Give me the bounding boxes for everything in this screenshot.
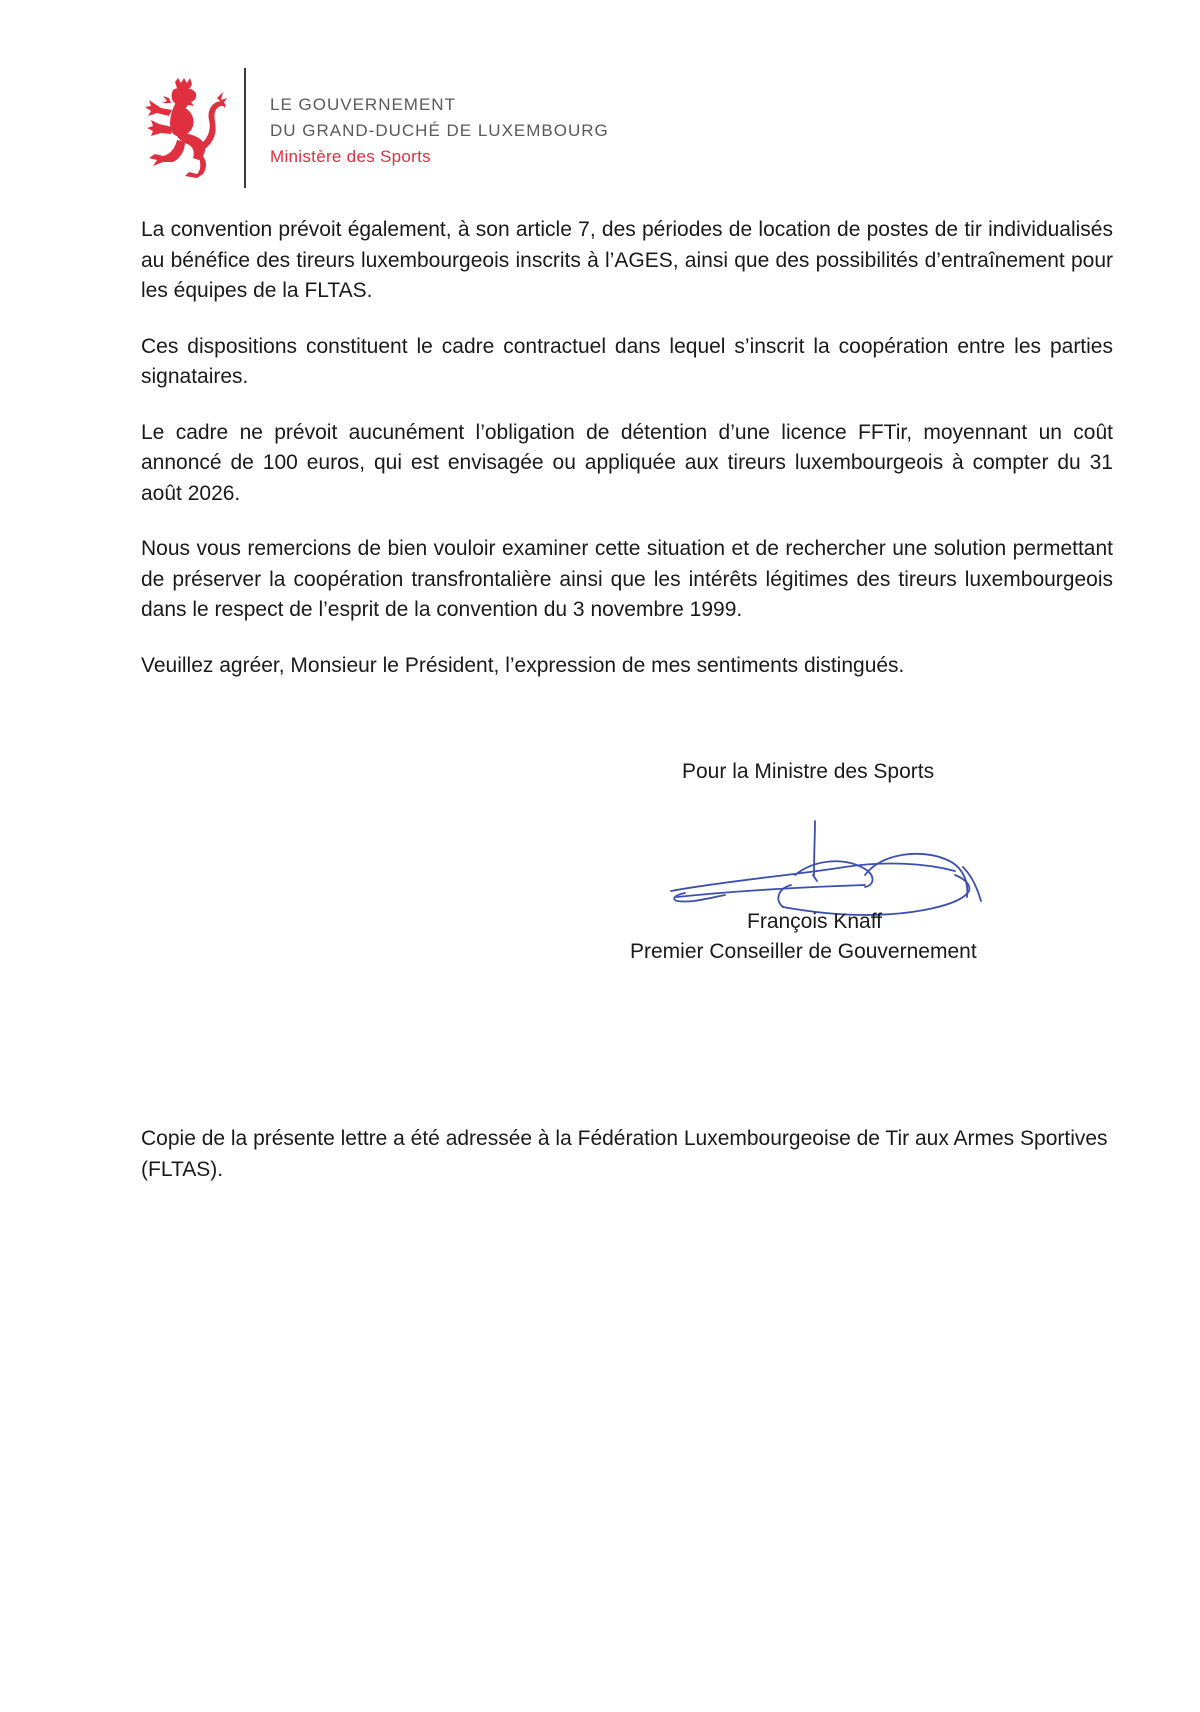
paragraph-contract-framework: Ces dispositions constituent le cadre contractuel dans lequel s’inscrit la coopération entre les parties signataires.	[141, 334, 1113, 388]
letter-body	[141, 215, 1113, 706]
signature-on-behalf: Pour la Ministre des Sports	[682, 760, 935, 783]
red-lion-icon	[145, 78, 227, 178]
paragraph-request: Nous vous remercions de bien vouloir examiner cette situation et de rechercher une solution permettant de préserver la coopération transfrontalière ainsi que les intérêts légitimes des tireurs luxembourgeois dans le respect de l’esprit de la convention du 3 novembre 1999.	[141, 537, 1113, 621]
government-name-line2: DU GRAND-DUCHÉ DE LUXEMBOURG	[270, 121, 609, 140]
paragraph-article-7: La convention prévoit également, à son article 7, des périodes de location de postes de tir individualisés au bénéfice des tireurs luxembourgeois inscrits à l’AGES, ainsi que des possibilités d’entraînement pour les équipes de la FLTAS.	[141, 218, 1113, 302]
copy-note-text: Copie de la présente lettre a été adressée à la Fédération Luxembourgeoise de Tir aux Armes Sportives (FLTAS).	[141, 1127, 1108, 1181]
closing-formula: Veuillez agréer, Monsieur le Président, l’expression de mes sentiments distingués.	[141, 653, 905, 677]
copy-note	[141, 1124, 1113, 1185]
signer-name: François Knaff	[747, 910, 883, 933]
letterhead-divider	[244, 68, 246, 188]
signer-title: Premier Conseiller de Gouvernement	[630, 940, 977, 963]
government-name-line1: LE GOUVERNEMENT	[270, 95, 456, 114]
letterhead-text	[270, 92, 609, 170]
ministry-name: Ministère des Sports	[270, 147, 431, 166]
paragraph-licence-obligation: Le cadre ne prévoit aucunément l’obligation de détention d’une licence FFTir, moyennant un coût annoncé de 100 euros, qui est envisagée ou appliquée aux tireurs luxembourgeois à compter du 31 août 2026.	[141, 420, 1113, 505]
letterhead	[145, 68, 665, 190]
